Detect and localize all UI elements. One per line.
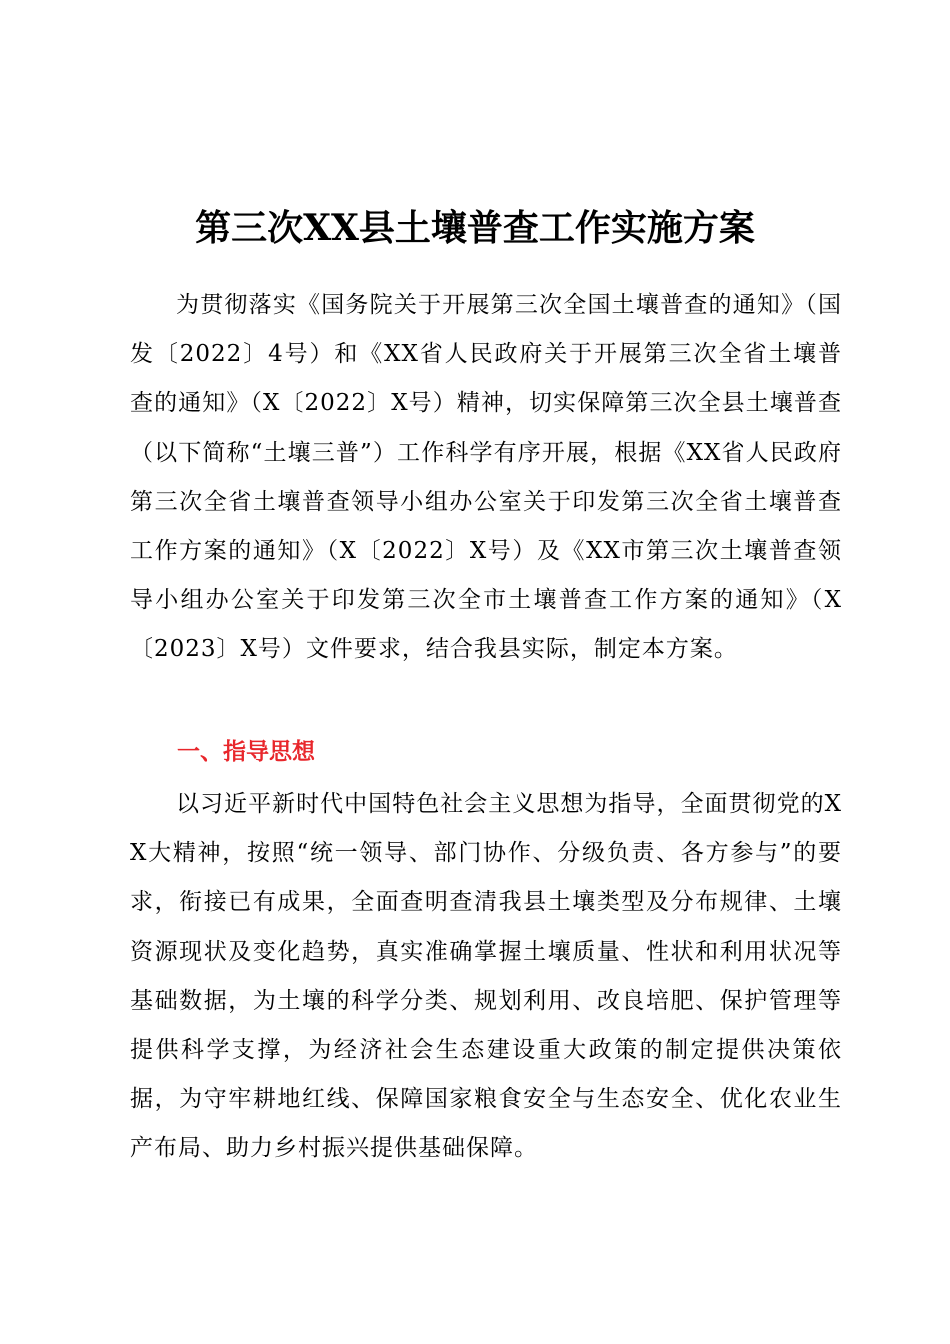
section-paragraph-guiding-ideology: 以习近平新时代中国特色社会主义思想为指导，全面贯彻党的XX大精神，按照“统一领导、部门协作、分级负责、各方参与”的要求，衔接已有成果，全面查明查清我县土壤类型及分布规律、土壤资源现状及变化趋势，真实准确掌握土壤质量、性状和利用状况等基础数据，为土壤的科学分类、规划利用、改良培肥、保护管理等提供科学支撑，为经济社会生态建设重大政策的制定提供决策依据，为守牢耕地红线、保障国家粮食安全与生态安全、优化农业生产布局、助力乡村振兴提供基础保障。 <box>130 791 842 1162</box>
section-heading-guiding-ideology: 一、指导思想 <box>177 739 315 765</box>
intro-paragraph: 为贯彻落实《国务院关于开展第三次全国土壤普查的通知》（国发〔2022〕4号）和《XX省人民政府关于开展第三次全省土壤普查的通知》（X〔2022〕X号）精神，切实保障第三次全县土壤普查（以下简称“土壤三普”）工作科学有序开展，根据《XX省人民政府第三次全省土壤普查领导小组办公室关于印发第三次全省土壤普查工作方案的通知》（X〔2022〕X号）及《XX市第三次土壤普查领导小组办公室关于印发第三次全市土壤普查工作方案的通知》（X〔2023〕X号）文件要求，结合我县实际，制定本方案。 <box>130 292 842 663</box>
document-title: 第三次XX县土壤普查工作实施方案 <box>195 207 755 249</box>
